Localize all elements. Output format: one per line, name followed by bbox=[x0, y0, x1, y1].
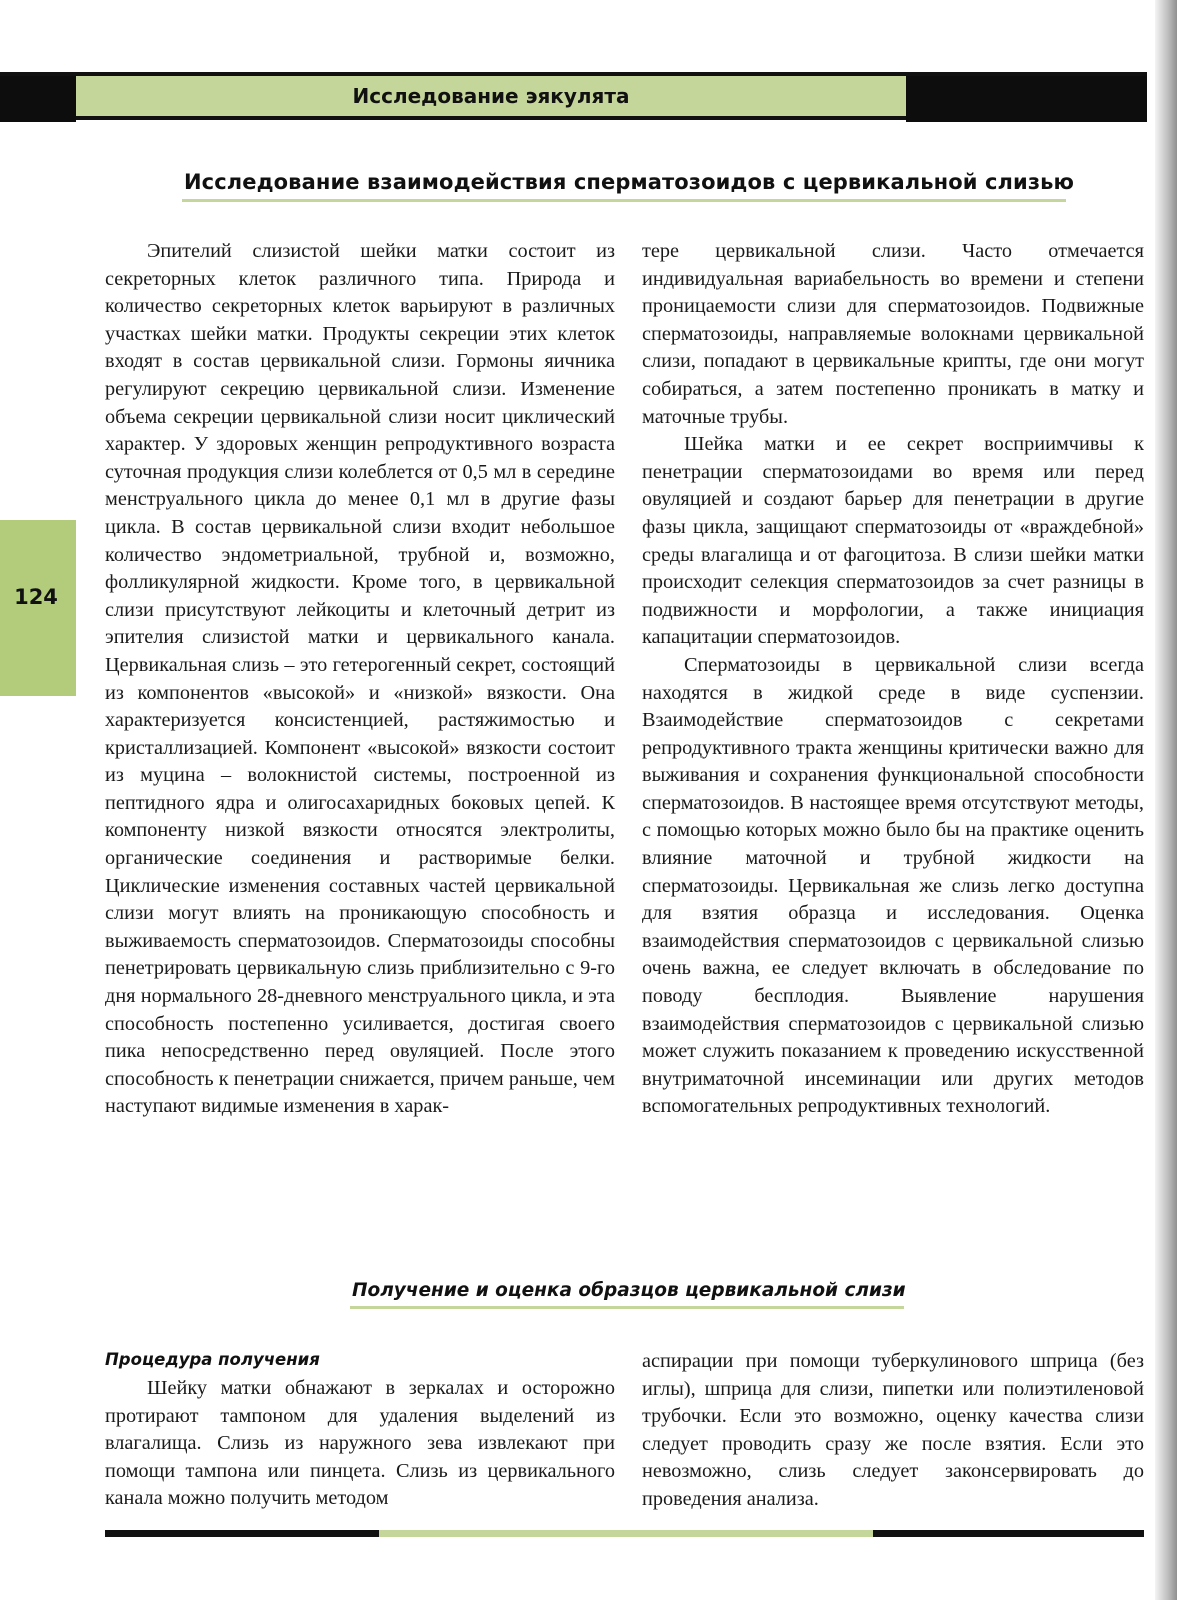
left-column bbox=[105, 238, 615, 1121]
paragraph: тере цервикальной слизи. Часто отмечается индивидуальная вариабельность во времени и степени проницаемости слизи для сперматозоидов. Подвижные сперматозоиды, направляемые волокнами цервикальной слизи, попадают в цервикальные крипты, где они могут собираться, а затем постепенно проникать в матку и маточные трубы. bbox=[642, 240, 1144, 428]
footer-rule-left bbox=[105, 1530, 379, 1537]
paragraph: Шейку матки обнажают в зеркалах и осторожно протирают тампоном для удаления выделений из влагалища. Слизь из наружного зева извлекают при помощи тампона или пинцета. Слизь из цервикального канала можно получить методом bbox=[105, 1377, 615, 1510]
page-edge-shadow bbox=[1155, 0, 1177, 1600]
header-bottom-rule bbox=[76, 116, 906, 120]
header-left-block bbox=[0, 76, 76, 122]
running-header-title: Исследование эякулята bbox=[352, 84, 630, 108]
right-column bbox=[642, 238, 1144, 1121]
header-right-block bbox=[906, 76, 1147, 122]
paragraph: аспирации при помощи туберкулинового шприца (без иглы), шприца для слизи, пипетки или полиэтиленовой трубочки. Если это возможно, оценку качества слизи следует проводить сразу же после взятия. Если это невозможно, слизь следует законсервировать до проведения анализа. bbox=[642, 1350, 1144, 1510]
subsection-right-column bbox=[642, 1348, 1144, 1514]
paragraph: Эпителий слизистой шейки матки состоит из секреторных клеток различного типа. Природа и количество секреторных клеток варьируют в различных участках шейки матки. Продукты секреции этих клеток входят в состав цервикальной слизи. Гормоны яичника регулируют секрецию цервикальной слизи. Изменение объема секреции цервикальной слизи носит циклический характер. У здоровых женщин репродуктивного возраста суточная продукция слизи колеблется от 0,5 мл в середине менструального цикла до менее 0,1 мл в другие фазы цикла. В состав цервикальной слизи входит небольшое количество эндометриальной, трубной и, возможно, фолликулярной жидкости. Кроме того, в цервикальной слизи присутствуют лейкоциты и клеточный детрит из эпителия слизистой матки и цервикального канала. Цервикальная слизь – это гетерогенный секрет, состоящий из компонентов «высокой» и «низкой» вязкости. Она характеризуется консистенцией, растяжимостью и кристаллизацией. Компонент «высокой» вязкости состоит из муцина – волокнистой системы, построенной из пептидного ядра и олигосахаридных боковых цепей. К компоненту низкой вязкости относятся электролиты, органические соединения и растворимые белки. Циклические изменения составных частей цервикальной слизи могут влиять на проникающую способность и выживаемость сперматозоидов. Сперматозоиды способны пенетрировать цервикальную слизь приблизительно с 9-го дня нормального 28-дневного менструального цикла, и эта способность постепенно усиливается, достигая своего пика непосредственно перед овуляцией. После этого способность к пенетрации снижается, причем раньше, чем наступают видимые изменения в харак- bbox=[105, 240, 615, 1118]
subsection-title-underline bbox=[350, 1306, 904, 1309]
paragraph: Шейка матки и ее секрет восприимчивы к пенетрации сперматозоидами во время или перед овуляцией и создают барьер для пенетрации в другие фазы цикла, защищают сперматозоиды от «враждебной» среды влагалища и от фагоцитоза. В слизи шейки матки происходит селекция сперматозоидов за счет разницы в подвижности и морфологии, а также инициация капацитации сперматозоидов. bbox=[642, 433, 1144, 649]
page-number: 124 bbox=[14, 585, 58, 609]
footer-rule-right bbox=[873, 1530, 1144, 1537]
subsection-left-column bbox=[105, 1375, 615, 1513]
paragraph: Сперматозоиды в цервикальной слизи всегда находятся в жидкой среде в виде суспензии. Взаимодействие сперматозоидов с секретами репродуктивного тракта женщины критически важно для выживания и сохранения функциональной способности сперматозоидов. В настоящее время отсутствуют методы, с помощью которых можно было бы на практике оценить влияние маточной и трубной жидкости на сперматозоиды. Цервикальная же слизь легко доступна для взятия образца и исследования. Оценка взаимодействия сперматозоидов с цервикальной слизью очень важна, ее следует включать в обследование по поводу бесплодия. Выявление нарушения взаимодействия сперматозоидов с цервикальной слизью может служить показанием к проведению искусственной внутриматочной инсеминации или других методов вспомогательных репродуктивных технологий. bbox=[642, 653, 1144, 1118]
procedure-heading: Процедура получения bbox=[105, 1350, 320, 1369]
footer-rule-middle bbox=[379, 1530, 873, 1537]
section-title-underline bbox=[182, 199, 1066, 202]
subsection-title: Получение и оценка образцов цервикальной слизи bbox=[352, 1280, 906, 1301]
section-title: Исследование взаимодействия сперматозоидов с цервикальной слизью bbox=[184, 170, 1075, 194]
